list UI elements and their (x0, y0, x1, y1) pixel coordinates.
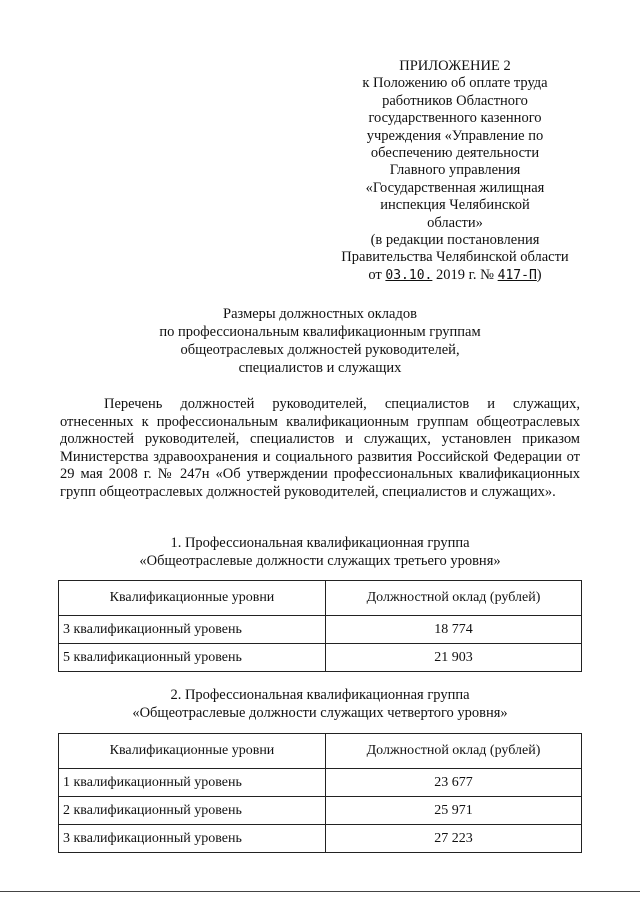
appendix-line: (в редакции постановления (370, 232, 540, 249)
table-header-row (59, 581, 582, 616)
salary-cell: 27 223 (326, 825, 582, 853)
title-line: общеотраслевых должностей руководителей, (180, 342, 460, 358)
appendix-line: к Положению об оплате труда (362, 75, 548, 92)
column-header-levels: Квалификационные уровни (59, 581, 326, 616)
appendix-line: Главного управления (389, 162, 521, 179)
appendix-line: Правительства Челябинской области (341, 249, 569, 266)
table-row (59, 797, 582, 825)
page-bottom-divider (0, 891, 640, 892)
column-header-levels: Квалификационные уровни (59, 734, 326, 769)
salary-cell: 21 903 (326, 644, 582, 672)
level-cell: 2 квалификационный уровень (59, 797, 326, 825)
appendix-line: «Государственная жилищная (365, 179, 545, 196)
appendix-heading: ПРИЛОЖЕНИЕ 2 (399, 58, 511, 74)
level-cell: 5 квалификационный уровень (59, 644, 326, 672)
level-cell: 3 квалификационный уровень (59, 825, 326, 853)
title-line: специалистов и служащих (238, 360, 402, 376)
table-row (59, 644, 582, 672)
table-row (59, 616, 582, 644)
date-prefix: от (368, 266, 382, 283)
group-2-table (58, 733, 582, 853)
group-2-heading (60, 686, 580, 722)
appendix-line: инспекция Челябинской (380, 197, 530, 214)
intro-paragraph: Перечень должностей руководителей, специалистов и служащих, отнесенных к профессиональным квалификационным группам общеотраслевых должностей руководителей, специалистов и служащих, установлен приказом Министерства здравоохранения и социального развития Российской Федерации от 29 мая 2008 г. № 247н «Об утверждении профессиональных квалификационных групп общеотраслевых должностей руководителей, специалистов и служащих». (60, 396, 580, 500)
group-heading-line: «Общеотраслевые должности служащих четвертого уровня» (132, 705, 508, 721)
group-1-table (58, 580, 582, 672)
closing-paren: ) (536, 266, 542, 283)
document-title (60, 305, 580, 377)
resolution-number: 417-П (497, 267, 537, 283)
group-1-heading (60, 534, 580, 570)
appendix-line: учреждения «Управление по (366, 127, 544, 144)
resolution-year: 2019 г. № (435, 266, 495, 283)
resolution-date: 03.10. (385, 267, 433, 283)
table-header-row (59, 734, 582, 769)
group-heading-line: 1. Профессиональная квалификационная группа (170, 535, 470, 551)
column-header-salary: Должностной оклад (рублей) (326, 581, 582, 616)
group-heading-line: 2. Профессиональная квалификационная группа (170, 687, 470, 703)
level-cell: 1 квалификационный уровень (59, 769, 326, 797)
resolution-reference (330, 267, 580, 284)
title-line: Размеры должностных окладов (223, 306, 417, 322)
salary-cell: 23 677 (326, 769, 582, 797)
table-row (59, 769, 582, 797)
level-cell: 3 квалификационный уровень (59, 616, 326, 644)
table-row (59, 825, 582, 853)
appendix-line: работников Областного (382, 92, 528, 109)
salary-cell: 25 971 (326, 797, 582, 825)
appendix-line: области» (427, 214, 483, 231)
appendix-line: государственного казенного (368, 110, 542, 127)
appendix-line: обеспечению деятельности (370, 145, 540, 162)
title-line: по профессиональным квалификационным группам (159, 324, 481, 340)
appendix-block (330, 58, 580, 284)
salary-cell: 18 774 (326, 616, 582, 644)
column-header-salary: Должностной оклад (рублей) (326, 734, 582, 769)
group-heading-line: «Общеотраслевые должности служащих третьего уровня» (139, 553, 501, 569)
